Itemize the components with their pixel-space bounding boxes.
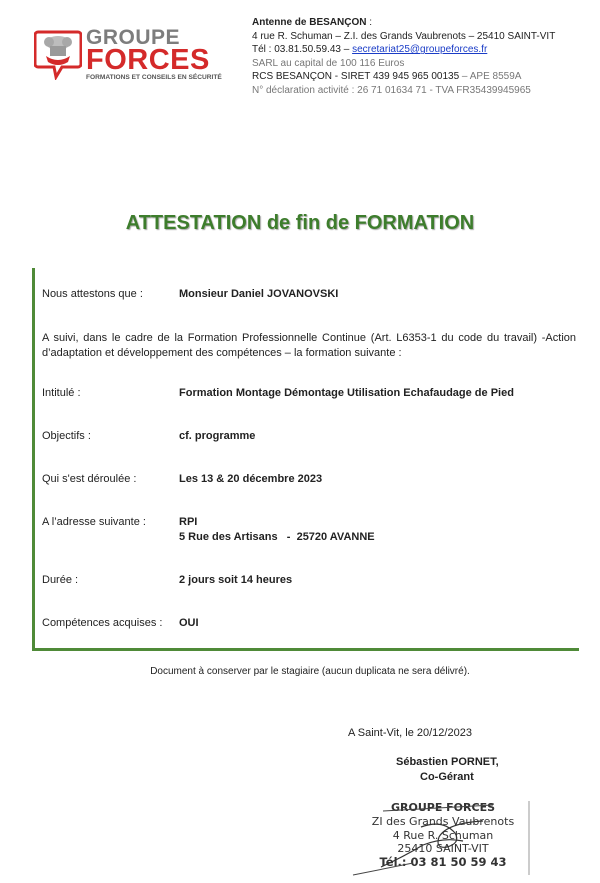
company-declaration: N° déclaration activité : 26 71 01634 71 - TVA FR35439945965 bbox=[252, 84, 531, 96]
objectifs-value: cf. programme bbox=[179, 430, 256, 442]
intitule-label: Intitulé : bbox=[42, 387, 81, 399]
objectifs-label: Objectifs : bbox=[42, 430, 91, 442]
logo-groupe-text: GROUPE bbox=[86, 26, 181, 49]
company-rcs: RCS BESANÇON - SIRET 439 945 965 00135 bbox=[252, 71, 460, 83]
nous-attestons-label: Nous attestons que : bbox=[42, 288, 143, 300]
adresse-line1: RPI bbox=[179, 516, 198, 528]
chef-hat-badge-icon bbox=[34, 26, 82, 80]
attestation-frame bbox=[32, 268, 579, 651]
company-info bbox=[252, 16, 592, 98]
company-capital: SARL au capital de 100 116 Euros bbox=[252, 57, 405, 69]
intitule-value: Formation Montage Démontage Utilisation Echafaudage de Pied bbox=[179, 387, 514, 399]
adresse-label: A l’adresse suivante : bbox=[42, 516, 146, 528]
trainee-name: Monsieur Daniel JOVANOVSKI bbox=[179, 288, 339, 300]
signer-role: Co-Gérant bbox=[420, 771, 474, 783]
logo-forces-text: FORCES bbox=[86, 44, 210, 76]
deroulee-label: Qui s'est déroulée : bbox=[42, 473, 137, 485]
stamp-line-4: 25410 SAINT-VIT bbox=[397, 842, 489, 855]
duree-label: Durée : bbox=[42, 574, 79, 586]
intro-paragraph: A suivi, dans le cadre de la Formation Professionnelle Continue (Art. L6353-1 du code du travail) -Action d’adaptation et développement des compétences – la formation suivante : bbox=[42, 332, 576, 359]
deroulee-value: Les 13 & 20 décembre 2023 bbox=[179, 473, 323, 485]
company-ape: – APE 8559A bbox=[459, 71, 522, 83]
adresse-line2: 5 Rue des Artisans - 25720 AVANNE bbox=[179, 531, 375, 543]
conservation-note: Document à conserver par le stagiaire (aucun duplicata ne sera délivré). bbox=[150, 666, 470, 677]
place-date: A Saint-Vit, le 20/12/2023 bbox=[348, 727, 472, 739]
competences-value: OUI bbox=[179, 617, 199, 629]
company-stamp bbox=[343, 797, 535, 877]
stamp-line-5: Tél.: 03 81 50 59 43 bbox=[379, 855, 507, 869]
stamp-line-1: GROUPE FORCES bbox=[390, 801, 496, 814]
signer-name: Sébastien PORNET, bbox=[396, 756, 499, 768]
stamp-line-3: 4 Rue R. Schuman bbox=[392, 829, 494, 842]
company-address: 4 rue R. Schuman – Z.I. des Grands Vaubrenots – 25410 SAINT-VIT bbox=[252, 30, 556, 42]
competences-label: Compétences acquises : bbox=[42, 617, 163, 629]
logo-tagline: FORMATIONS ET CONSEILS EN SÉCURITÉ bbox=[86, 74, 222, 81]
antenne-colon: : bbox=[366, 17, 373, 28]
page-title: ATTESTATION de fin de FORMATION bbox=[125, 212, 475, 234]
duree-value: 2 jours soit 14 heures bbox=[179, 574, 293, 586]
handwritten-signature-icon bbox=[343, 797, 535, 877]
stamp-line-2: ZI des Grands Vaubrenots bbox=[371, 815, 515, 828]
company-logo bbox=[34, 26, 234, 86]
company-email-link[interactable]: secretariat25@groupeforces.fr bbox=[352, 44, 488, 56]
company-phone: Tél : 03.81.50.59.43 – bbox=[252, 44, 353, 56]
antenne-name: Antenne de BESANÇON bbox=[252, 17, 367, 28]
